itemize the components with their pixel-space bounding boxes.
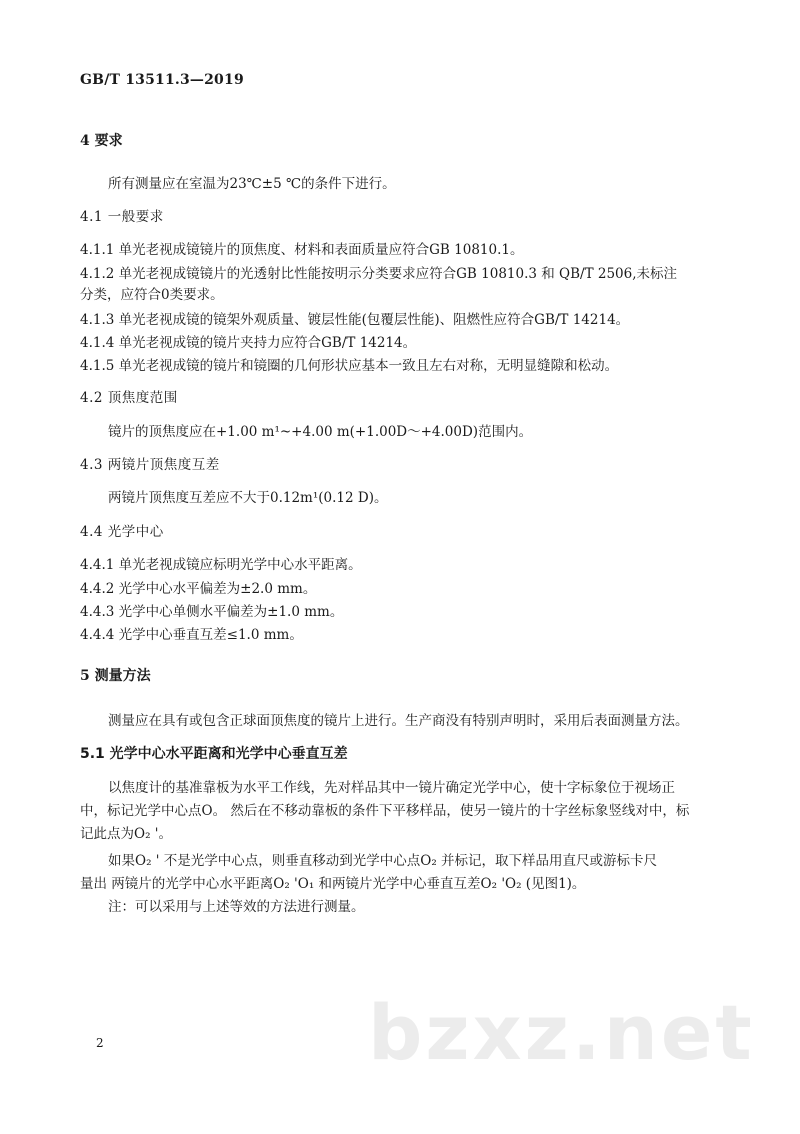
clause-4-1-4: 4.1.4 单光老视成镜的镜片夹持力应符合GB/T 14214。 xyxy=(80,335,417,351)
section-4-intro: 所有测量应在室温为23℃±5 ℃的条件下进行。 xyxy=(108,176,396,192)
clause-4-4-4: 4.4.4 光学中心垂直互差≤1.0 mm。 xyxy=(80,627,303,643)
clause-4-1-2-cont: 分类，应符合0类要求。 xyxy=(80,287,224,303)
note: 注：可以采用与上述等效的方法进行测量。 xyxy=(108,899,365,915)
clause-4-4-2: 4.4.2 光学中心水平偏差为±2.0 mm。 xyxy=(80,581,317,597)
clause-4-1-3: 4.1.3 单光老视成镜的镜架外观质量、镀层性能(包覆层性能)、阻燃性应符合GB/T 14214。 xyxy=(80,312,630,328)
section-5-intro: 测量应在具有或包含正球面顶焦度的镜片上进行。生产商没有特别声明时，采用后表面测量方法。 xyxy=(108,713,689,729)
section-5-heading: 5 测量方法 xyxy=(80,668,151,684)
section-4-heading: 4 要求 xyxy=(80,133,123,149)
standard-code-header: GB/T 13511.3—2019 xyxy=(80,72,244,88)
section-5-1-heading: 5.1 光学中心水平距离和光学中心垂直互差 xyxy=(80,746,348,762)
para2-line1: 如果O₂ ' 不是光学中心点，则垂直移动到光学中心点O₂ 并标记，取下样品用直尺或游标卡尺 xyxy=(108,853,658,869)
clause-4-1-5: 4.1.5 单光老视成镜的镜片和镜圈的几何形状应基本一致且左右对称，无明显缝隙和松动。 xyxy=(80,358,619,374)
section-4-3-body: 两镜片顶焦度互差应不大于0.12m¹(0.12 D)。 xyxy=(108,490,388,506)
section-4-2-body: 镜片的顶焦度应在+1.00 m¹~+4.00 m(+1.00D～+4.00D)范围内。 xyxy=(108,424,533,440)
clause-4-1-2: 4.1.2 单光老视成镜镜片的光透射比性能按明示分类要求应符合GB 10810.3 和 QB/T 2506,未标注 xyxy=(80,266,678,282)
section-4-3-heading: 4.3 两镜片顶焦度互差 xyxy=(80,457,220,473)
page-number: 2 xyxy=(96,1036,104,1050)
clause-4-4-1: 4.4.1 单光老视成镜应标明光学中心水平距离。 xyxy=(80,557,362,573)
section-4-2-heading: 4.2 顶焦度范围 xyxy=(80,390,178,406)
para1-line2: 中，标记光学中心点O。 然后在不移动靠板的条件下平移样品，使另一镜片的十字丝标象竖线对中，标 xyxy=(80,803,690,819)
section-4-1-heading: 4.1 一般要求 xyxy=(80,209,164,225)
watermark: bzxz.net xyxy=(368,988,755,1077)
para1-line1: 以焦度计的基准靠板为水平工作线，先对样品其中一镜片确定光学中心，使十字标象位于视场正 xyxy=(108,780,675,796)
section-4-4-heading: 4.4 光学中心 xyxy=(80,524,164,540)
para1-line3: 记此点为O₂ '。 xyxy=(80,826,172,842)
clause-4-4-3: 4.4.3 光学中心单侧水平偏差为±1.0 mm。 xyxy=(80,604,344,620)
para2-line2: 量出 两镜片的光学中心水平距离O₂ 'O₁ 和两镜片光学中心垂直互差O₂ 'O₂ (见图1)。 xyxy=(80,876,586,892)
clause-4-1-1: 4.1.1 单光老视成镜镜片的顶焦度、材料和表面质量应符合GB 10810.1。 xyxy=(80,242,524,258)
